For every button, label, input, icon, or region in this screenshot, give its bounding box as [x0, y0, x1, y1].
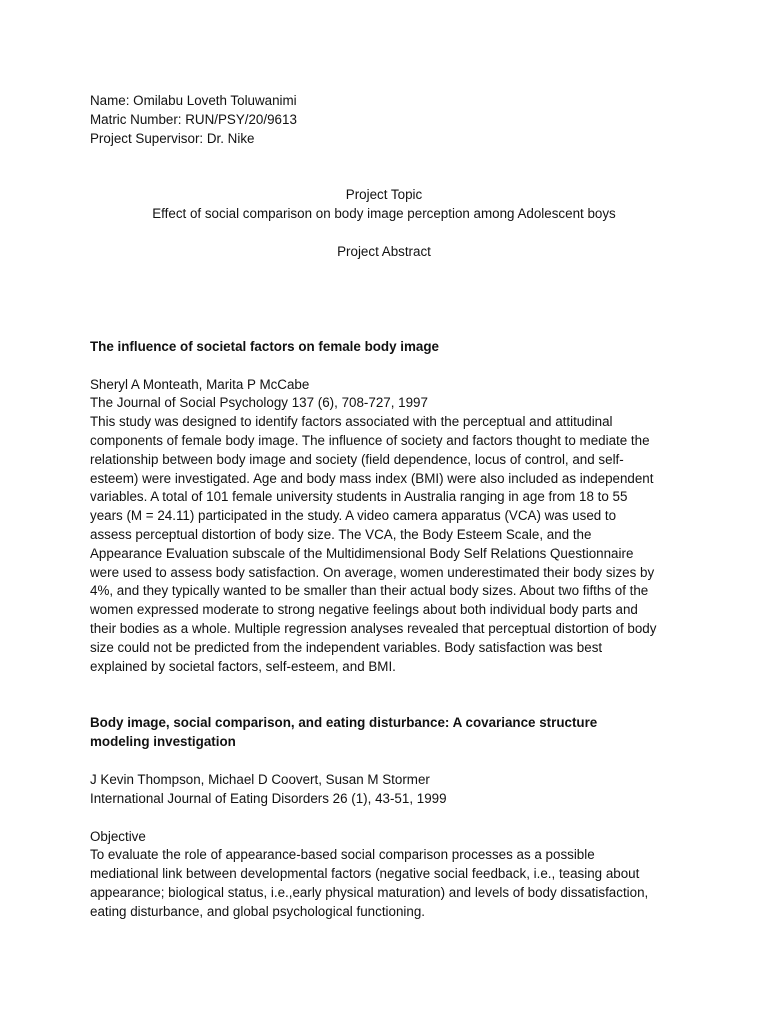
student-name: Name: Omilabu Loveth Toluwanimi — [90, 93, 297, 108]
article-citation: The Journal of Social Psychology 137 (6), 708-727, 1997 — [90, 395, 428, 411]
abstract-line: Appearance Evaluation subscale of the Multidimensional Body Self Relations Questionnaire — [90, 545, 634, 561]
article-citation: International Journal of Eating Disorders 26 (1), 43-51, 1999 — [90, 790, 447, 806]
abstract-line: size could not be predicted from the independent variables. Body satisfaction was best — [90, 639, 603, 655]
abstract-line: relationship between body image and society (field dependence, locus of control, and self- — [90, 451, 624, 467]
abstract-line: years (M = 24.11) participated in the study. A video camera apparatus (VCA) was used to — [90, 508, 617, 524]
article-title: Body image, social comparison, and eating disturbance: A covariance structure — [90, 715, 598, 731]
abstract-line: appearance; biological status, i.e.,early physical maturation) and levels of body dissatisfaction, — [90, 884, 649, 900]
project-topic: Effect of social comparison on body image perception among Adolescent boys — [152, 206, 616, 222]
article-title: The influence of societal factors on female body image — [90, 338, 439, 354]
abstract-line: esteem) were investigated. Age and body mass index (BMI) were also included as independent — [90, 470, 654, 486]
abstract-line: explained by societal factors, self-esteem, and BMI. — [90, 658, 396, 674]
article-abstract — [90, 846, 680, 921]
article-1 — [90, 338, 678, 677]
article-2 — [90, 714, 678, 921]
abstract-line: components of female body image. The influence of society and factors thought to mediate the — [90, 432, 650, 448]
project-topic-block — [90, 186, 678, 261]
abstract-line: 4%, and they typically wanted to be smaller than their actual body sizes. About two fifths of the — [90, 583, 649, 599]
abstract-line: assess perceptual distortion of body size. The VCA, the Body Esteem Scale, and the — [90, 526, 592, 542]
abstract-line: mediational link between developmental factors (negative social feedback, i.e., teasing about — [90, 866, 640, 882]
article-authors: J Kevin Thompson, Michael D Coovert, Susan M Stormer — [90, 771, 430, 787]
abstract-line: To evaluate the role of appearance-based social comparison processes as a possible — [90, 847, 595, 863]
abstract-line: This study was designed to identify factors associated with the perceptual and attitudinal — [90, 414, 613, 430]
abstract-line: variables. A total of 101 female university students in Australia ranging in age from 18 to 55 — [90, 489, 628, 505]
abstract-line: were used to assess body satisfaction. On average, women underestimated their body sizes by — [90, 564, 655, 580]
matric-number: Matric Number: RUN/PSY/20/9613 — [90, 111, 297, 127]
article-abstract — [90, 413, 680, 676]
abstract-line: eating disturbance, and global psychological functioning. — [90, 903, 425, 919]
student-header — [90, 92, 678, 148]
article-title: modeling investigation — [90, 734, 236, 750]
abstract-line: women expressed moderate to strong negative feelings about both individual body parts and — [90, 602, 638, 618]
article-authors: Sheryl A Monteath, Marita P McCabe — [90, 376, 310, 392]
project-supervisor: Project Supervisor: Dr. Nike — [90, 130, 255, 146]
abstract-line: their bodies as a whole. Multiple regression analyses revealed that perceptual distortion of body — [90, 620, 657, 636]
section-label: Objective — [90, 828, 146, 844]
project-abstract-label: Project Abstract — [337, 243, 431, 259]
project-topic-label: Project Topic — [345, 187, 423, 203]
